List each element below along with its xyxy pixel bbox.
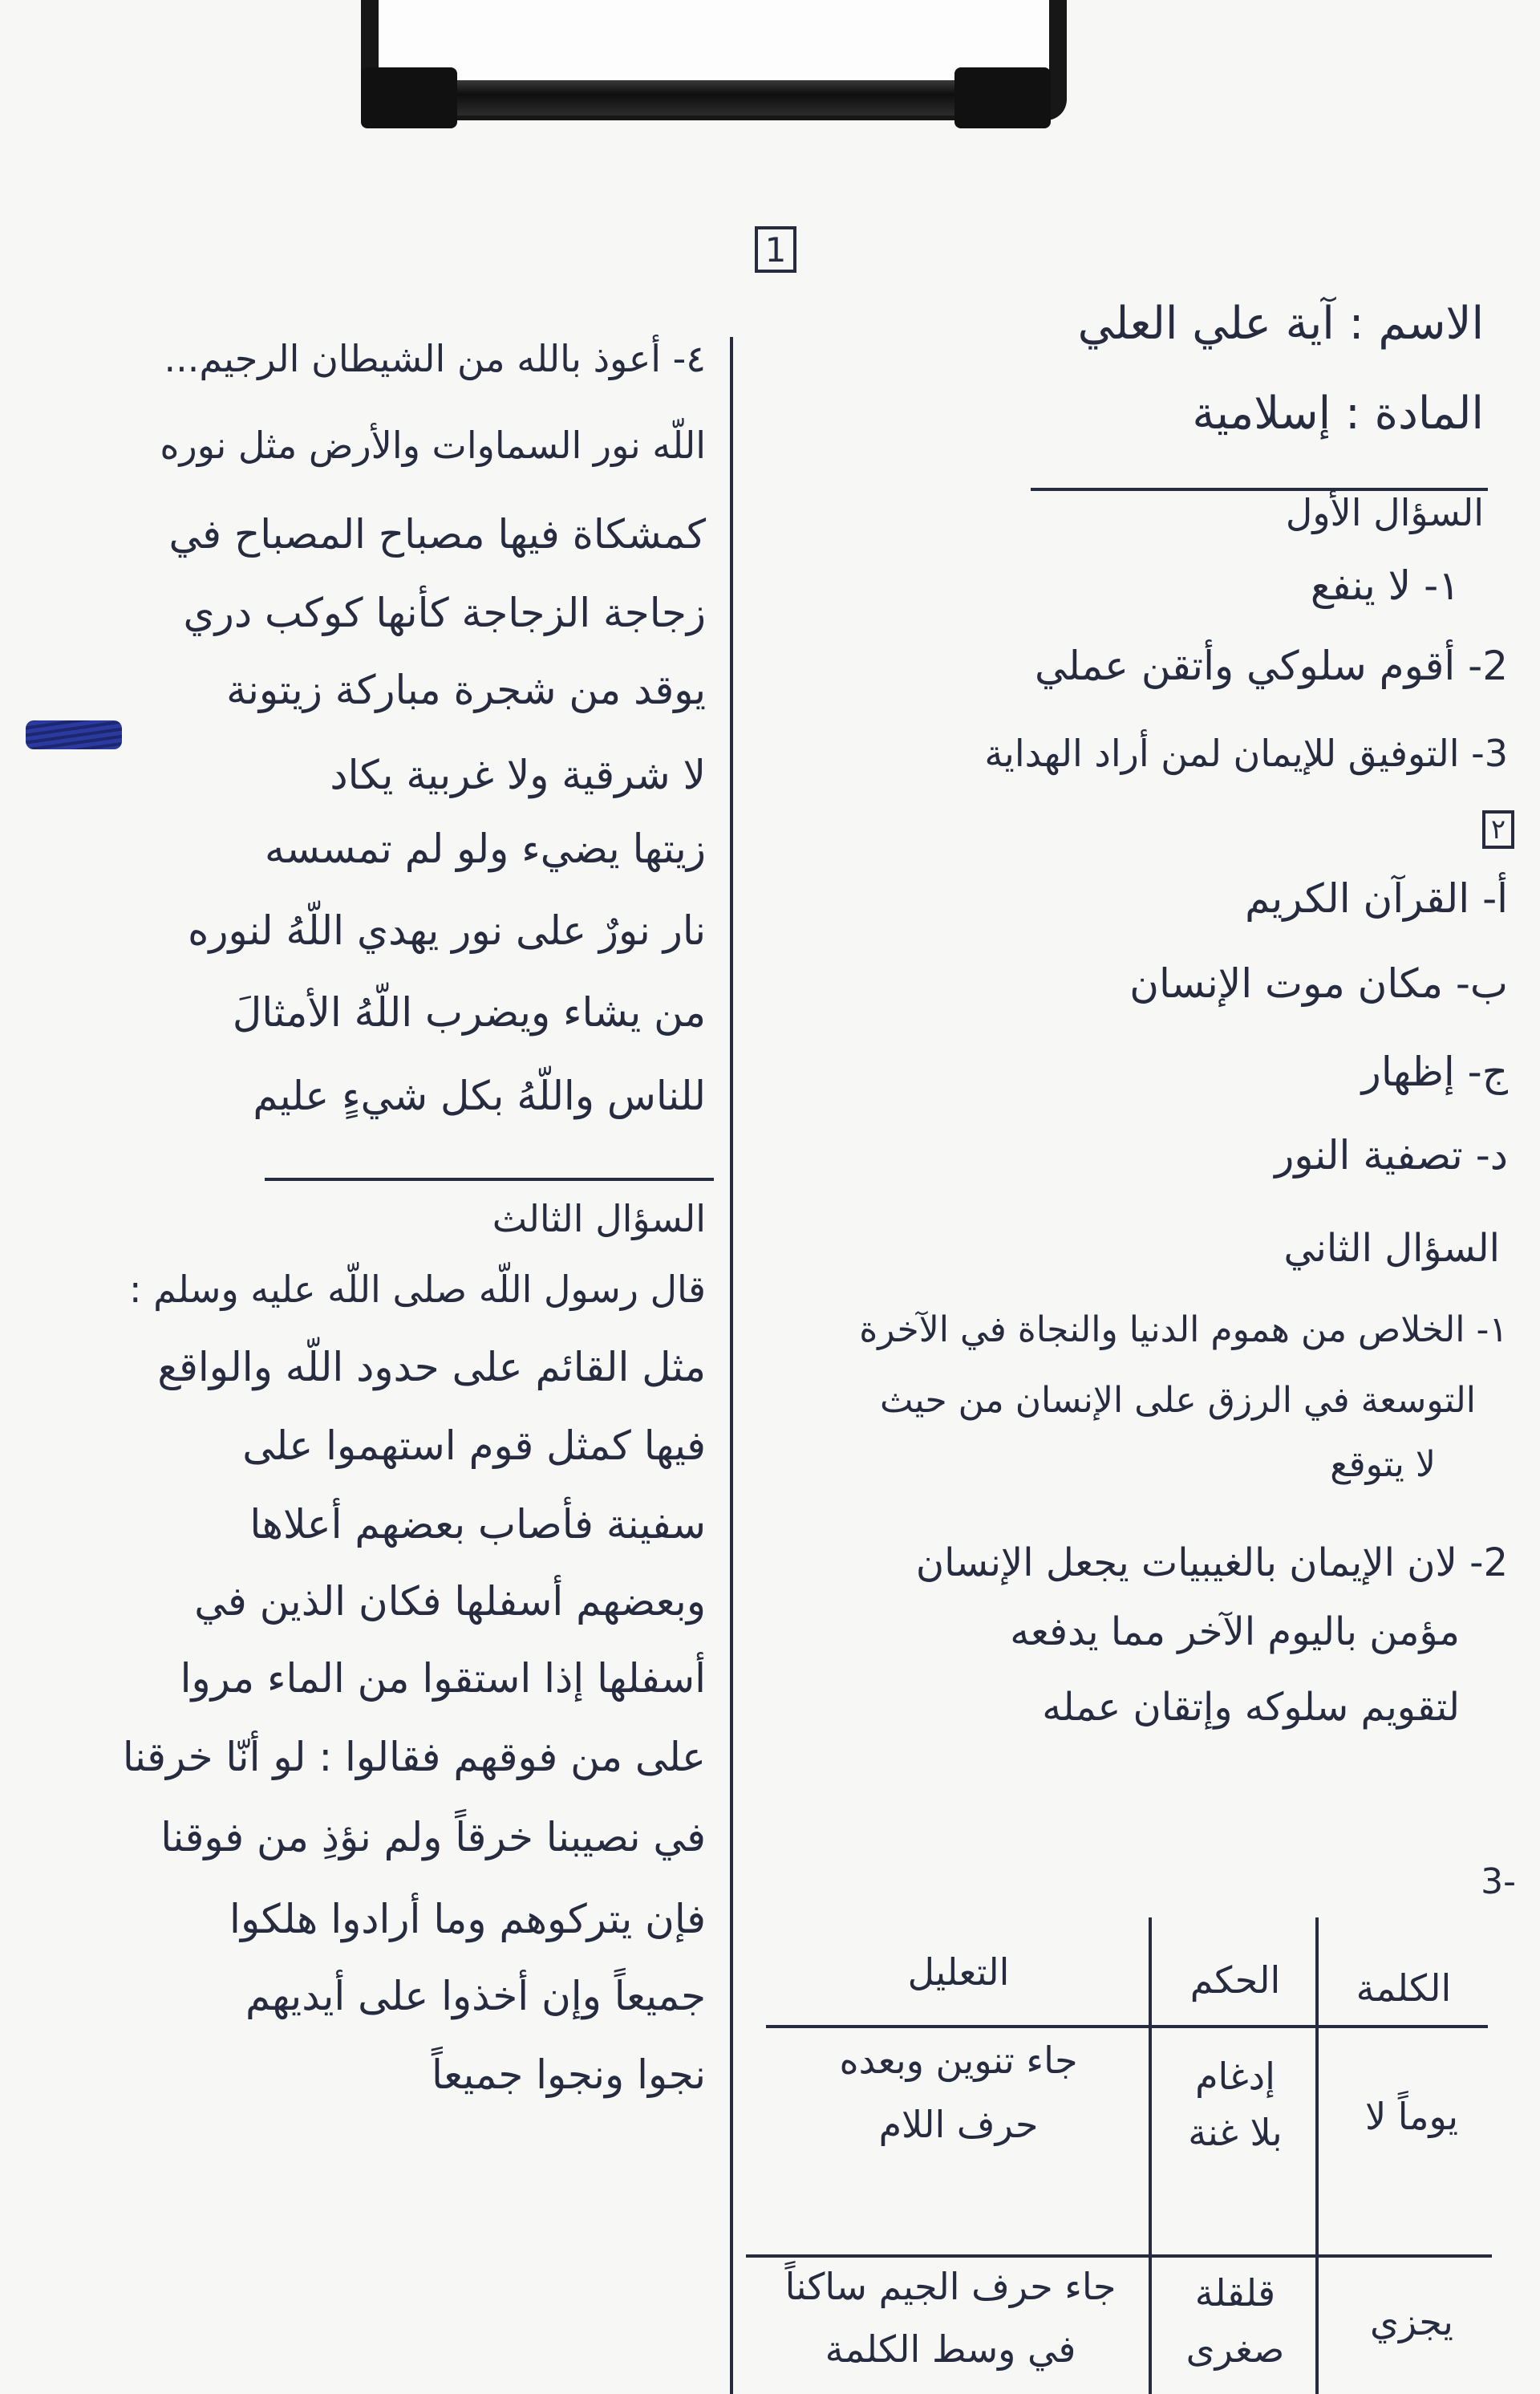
q3-title: السؤال الثالث xyxy=(492,1197,706,1240)
table-header-word: الكلمة xyxy=(1356,1966,1452,2010)
q2-answer-2-line-3: لتقويم سلوكه وإتقان عمله xyxy=(1042,1685,1460,1730)
q2-answer-2-line-2: مؤمن باليوم الآخر مما يدفعه xyxy=(1010,1609,1460,1654)
q1-sub-answer-b: ب- مكان موت الإنسان xyxy=(1129,960,1508,1007)
sub-question-number: ٢ xyxy=(1490,814,1506,846)
crossed-out-scribble xyxy=(26,720,122,749)
q3-line-11: نجوا ونجوا جميعاً xyxy=(431,2051,706,2098)
table-row-1-rule-line-1: إدغام xyxy=(1195,2055,1275,2098)
q4-line-5: يوقد من شجرة مباركة زيتونة xyxy=(226,667,706,713)
q1-sub-answer-d: د- تصفية النور xyxy=(1275,1132,1508,1179)
clipboard-clip xyxy=(361,0,1067,128)
q1-sub-answer-c: ج- إظهار xyxy=(1361,1049,1508,1095)
table-row-2-reason-line-1: جاء حرف الجيم ساكناً xyxy=(784,2265,1116,2308)
q2-answer-2-line-1: 2- لان الإيمان بالغيبيات يجعل الإنسان xyxy=(915,1540,1508,1585)
q1-answer-1: ١- لا ينفع xyxy=(1310,562,1460,609)
student-name: الاسم : آية علي العلي xyxy=(1077,298,1484,350)
page-number: 1 xyxy=(764,229,787,270)
q3-line-4: سفينة فأصاب بعضهم أعلاها xyxy=(249,1501,706,1548)
table-col-rule-1 xyxy=(1149,1917,1152,2394)
q3-line-5: وبعضهم أسفلها فكان الذين في xyxy=(194,1578,706,1625)
clip-bar xyxy=(433,80,995,116)
table-row-2-rule-line-1: قلقلة xyxy=(1194,2271,1276,2315)
sub-question-badge xyxy=(1482,810,1514,849)
q1-sub-answer-a: أ- القرآن الكريم xyxy=(1245,875,1508,922)
q4-line-8: نار نورٌ على نور يهدي اللّهُ لنوره xyxy=(188,907,706,954)
q4-line-3: كمشكاة فيها مصباح المصباح في xyxy=(168,511,706,558)
q3-line-3: فيها كمثل قوم استهموا على xyxy=(242,1422,706,1469)
q2-answer-1-line-1: ١- الخلاص من هموم الدنيا والنجاة في الآخرة xyxy=(859,1309,1508,1350)
q3-line-7: على من فوقهم فقالوا : لو أنّا خرقنا xyxy=(122,1734,706,1780)
q2-title: السؤال الثاني xyxy=(1283,1226,1500,1271)
q3-line-9: فإن يتركوهم وما أرادوا هلكوا xyxy=(229,1896,706,1942)
q4-line-7: زيتها يضيء ولو لم تمسسه xyxy=(264,826,706,872)
q4-line-6: لا شرقية ولا غربية يكاد xyxy=(330,752,706,798)
q3-line-2: مثل القائم على حدود اللّه والواقع xyxy=(157,1344,706,1390)
q4-line-4: زجاجة الزجاجة كأنها كوكب دري xyxy=(183,590,706,636)
q4-line-2: اللّه نور السماوات والأرض مثل نوره xyxy=(160,424,706,467)
table-header-rule xyxy=(766,2025,1488,2028)
q2-answer-3-label: -3 xyxy=(1481,1861,1516,1902)
q4-line-9: من يشاء ويضرب اللّهُ الأمثالَ xyxy=(232,989,706,1036)
table-row-1-reason-line-2: حرف اللام xyxy=(878,2103,1039,2146)
table-header-reason: التعليل xyxy=(907,1950,1010,1994)
q3-line-10: جميعاً وإن أخذوا على أيديهم xyxy=(245,1973,706,2019)
q4-line-1: ٤- أعوذ بالله من الشيطان الرجيم... xyxy=(164,337,706,380)
page-number-box xyxy=(755,226,796,273)
q4-end-rule xyxy=(265,1178,714,1181)
table-row-1-rule-line-2: بلا غنة xyxy=(1188,2111,1283,2154)
table-row-1-word: يوماً لا xyxy=(1364,2095,1459,2138)
q3-line-1: قال رسول اللّه صلى اللّه عليه وسلم : xyxy=(128,1268,706,1311)
table-row-2-word: يجزي xyxy=(1370,2300,1453,2343)
subject-name: المادة : إسلامية xyxy=(1192,388,1484,440)
q1-title: السؤال الأول xyxy=(1285,491,1484,534)
table-header-rule-col: الحكم xyxy=(1189,1958,1281,2002)
table-row-1-reason-line-1: جاء تنوين وبعده xyxy=(839,2039,1078,2082)
table-col-rule-2 xyxy=(1315,1917,1319,2394)
q1-answer-3: 3- التوفيق للإيمان لمن أراد الهداية xyxy=(984,732,1508,775)
q2-answer-1-line-2: التوسعة في الرزق على الإنسان من حيث xyxy=(879,1380,1476,1421)
clip-knob-left xyxy=(361,67,457,128)
clip-knob-right xyxy=(954,67,1051,128)
q2-answer-1-line-3: لا يتوقع xyxy=(1330,1444,1436,1485)
table-row-rule xyxy=(746,2254,1492,2258)
table-row-2-reason-line-2: في وسط الكلمة xyxy=(825,2327,1076,2371)
column-divider xyxy=(730,337,733,2394)
table-row-2-rule-line-2: صغرى xyxy=(1185,2327,1285,2371)
q3-line-8: في نصيبنا خرقاً ولم نؤذِ من فوقنا xyxy=(160,1814,706,1860)
q3-line-6: أسفلها إذا استقوا من الماء مروا xyxy=(180,1655,706,1702)
q4-line-10: للناس واللّهُ بكل شيءٍ عليم xyxy=(253,1073,706,1119)
q1-answer-2: 2- أقوم سلوكي وأتقن عملي xyxy=(1034,643,1508,689)
